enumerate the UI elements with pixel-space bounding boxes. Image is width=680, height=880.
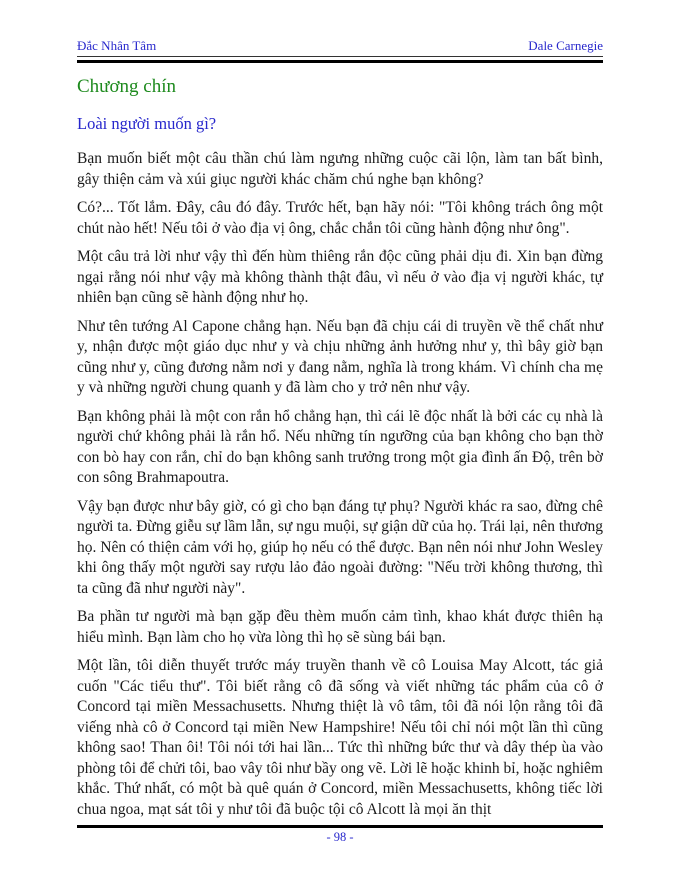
paragraph: Ba phần tư người mà bạn gặp đều thèm muốn cảm tình, khao khát được thiên hạ hiểu mình. Bạn làm cho họ vừa lòng thì họ sẽ sùng bái bạn. [77,608,603,646]
header-row [77,38,603,57]
chapter-subtitle: Loài người muốn gì? [77,114,217,133]
body-text [77,149,603,820]
page-header [77,38,603,63]
footer-rule [77,825,603,828]
page-number: - 98 - [326,830,354,844]
paragraph: Vậy bạn được như bây giờ, có gì cho bạn đáng tự phụ? Người khác ra sao, đừng chê người ta. Đừng giễu sự lầm lẫn, sự ngu muội, sự giận dữ của họ. Trái lại, nên thương họ. Nên có thiện cảm với họ, giúp họ nếu có thể được. Bạn nên nói như John Wesley khi ông thấy một người say rượu lảo đảo ngoài đường: "Nếu trời không thương, thì ta cũng đã như người này". [77,497,603,597]
paragraph: Bạn muốn biết một câu thần chú làm ngưng những cuộc cãi lộn, làm tan bất bình, gây thiện cảm và xúi giục người khác chăm chú nghe bạn không? [77,150,603,188]
page-footer [77,822,603,845]
paragraph: Có?... Tốt lắm. Đây, câu đó đây. Trước hết, bạn hãy nói: "Tôi không trách ông một chút nào hết! Nếu tôi ở vào địa vị ông, chắc chắn tôi cũng hành động như ông". [77,199,603,237]
paragraph: Như tên tướng Al Capone chẳng hạn. Nếu bạn đã chịu cái di truyền về thể chất như y, nhận được một giáo dục như y và chịu những ảnh hưởng như y, thì bây giờ bạn cũng như y, cũng đương nằm nơi y đang nằm, nghĩa là trong khám. Vì chính cha mẹ y và những người chung quanh y đã làm cho y trở nên như vậy. [77,317,603,396]
header-rule [77,60,603,63]
page-content [77,70,603,828]
paragraph: Một câu trả lời như vậy thì đến hùm thiêng rắn độc cũng phải dịu đi. Xin bạn đừng ngại rằng nói như vậy mà không thành thật đâu, vì nếu ở vào địa vị người khác, tự nhiên bạn cũng sẽ hành động như họ. [77,248,603,306]
paragraph: Một lần, tôi diễn thuyết trước máy truyền thanh về cô Louisa May Alcott, tác giả cuốn "Các tiểu thư". Tôi biết rằng cô đã sống và viết những tác phẩm của cô ở Concord tại miền Messachusetts. Nhưng thiệt là vô tâm, tôi đã nói lộn rằng tôi đã viếng nhà cô ở Concord tại miền New Hampshire! Nếu tôi chỉ nói một lần thì cũng không sao! Than ôi! Tôi nói tới hai lần... Tức thì những bức thư và dây thép ùa vào phòng tôi để chửi tôi, bao vây tôi như bầy ong vẽ. Lời lẽ hoặc khinh bỉ, hoặc nghiêm khắc. Thứ nhất, có một bà quê quán ở Concord, miền Messachusetts, không tiếc lời chua ngoa, mạt sát tôi y như tôi đã buộc tội cô Alcott là mọi ăn thịt [77,657,603,818]
chapter-title: Chương chín [77,76,176,97]
header-book-title: Đắc Nhân Tâm [77,38,157,53]
paragraph: Bạn không phải là một con rắn hổ chẳng hạn, thì cái lẽ độc nhất là bởi các cụ nhà là người chứ không phải là rắn hổ. Nếu những tín ngưỡng của bạn không cho bạn thờ con bò hay con rắn, chỉ do bạn không sanh trưởng trong một gia đình ấn Độ, trên bờ con sông Brahmapoutra. [77,407,603,486]
header-author: Dale Carnegie [528,38,603,53]
